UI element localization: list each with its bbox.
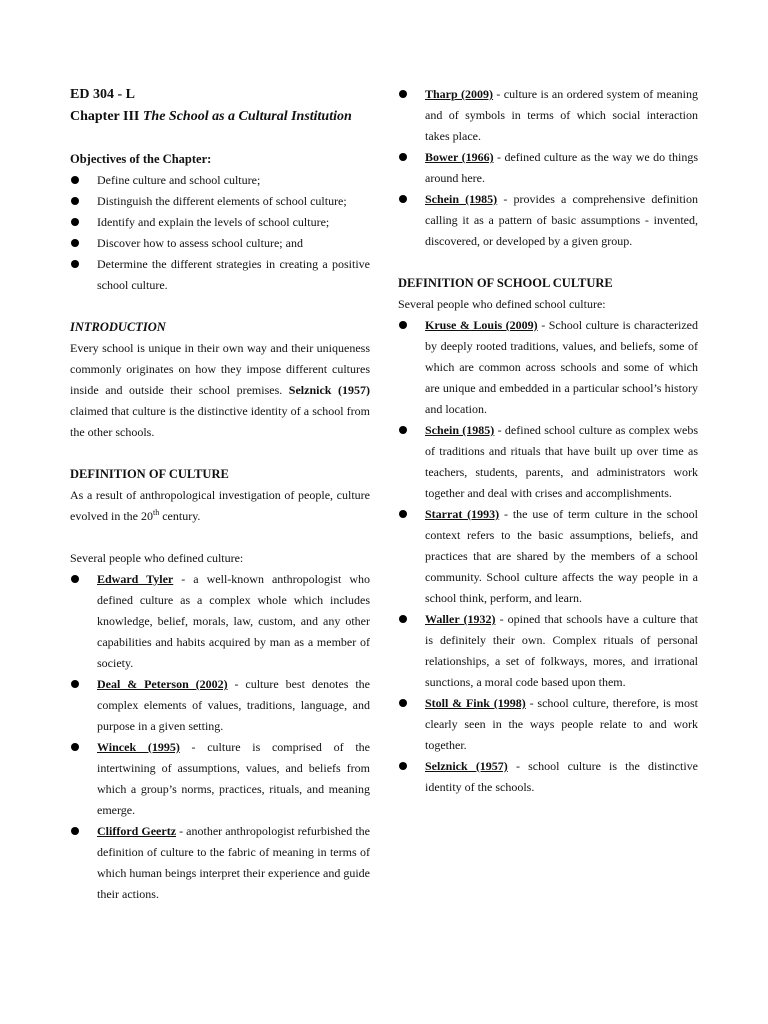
introduction-paragraph bbox=[70, 338, 370, 443]
author-name: Kruse & Louis (2009) bbox=[425, 318, 538, 332]
list-item bbox=[398, 504, 698, 609]
bullet-icon bbox=[399, 762, 407, 770]
author-name: Selznick (1957) bbox=[425, 759, 508, 773]
spacer bbox=[398, 252, 698, 273]
list-item bbox=[398, 189, 698, 252]
bullet-icon bbox=[399, 153, 407, 161]
bullet-icon bbox=[71, 176, 79, 184]
definition-text: - provides a comprehensive definition calling it as a pattern of basic assumptions - invented, discovered, or developed by a given group. bbox=[425, 192, 699, 248]
objective-text: Define culture and school culture; bbox=[97, 173, 261, 187]
bullet-icon bbox=[399, 699, 407, 707]
bullet-icon bbox=[71, 260, 79, 268]
introduction-citation-text: claimed that culture is the distinctive identity of a school from the other schools. bbox=[70, 404, 370, 439]
introduction-citation-author: Selznick (1957) bbox=[288, 383, 370, 397]
author-name: Deal & Peterson (2002) bbox=[97, 677, 228, 691]
list-item bbox=[70, 212, 370, 233]
author-name: Waller (1932) bbox=[425, 612, 496, 626]
bullet-icon bbox=[71, 743, 79, 751]
culture-intro-paragraph bbox=[70, 485, 370, 527]
definition-text: - defined culture as the way we do things around here. bbox=[425, 150, 698, 185]
list-item bbox=[398, 609, 698, 693]
chapter-heading bbox=[70, 106, 370, 128]
chapter-label: Chapter III bbox=[70, 109, 140, 124]
chapter-title: The School as a Cultural Institution bbox=[142, 109, 352, 124]
introduction-text: Every school is unique in their own way and their uniqueness commonly originates on how they impose different cultures inside and outside their school premises. bbox=[70, 341, 370, 397]
introduction-heading: INTRODUCTION bbox=[70, 320, 166, 334]
definition-text: - a well-known anthropologist who defined culture as a complex whole which includes knowledge, belief, morals, law, custom, and any other capabilities and habits acquired by man as a member of society. bbox=[97, 572, 370, 670]
bullet-icon bbox=[399, 510, 407, 518]
bullet-icon bbox=[399, 321, 407, 329]
author-name: Starrat (1993) bbox=[425, 507, 500, 521]
left-column bbox=[70, 84, 370, 905]
list-item bbox=[70, 170, 370, 191]
list-item bbox=[70, 254, 370, 296]
bullet-icon bbox=[399, 615, 407, 623]
school-culture-list-lead: Several people who defined school culture: bbox=[398, 297, 606, 311]
spacer bbox=[70, 443, 370, 464]
author-name: Tharp (2009) bbox=[425, 87, 494, 101]
definition-text: - defined school culture as complex webs of traditions and rituals that have built up over time as teachers, students, parents, and administrators work together and deal with crises and accomplishments. bbox=[425, 423, 699, 500]
definition-text: - culture best denotes the complex elements of values, traditions, language, and purpose in a given setting. bbox=[97, 677, 370, 733]
list-item bbox=[398, 147, 698, 189]
bullet-icon bbox=[71, 197, 79, 205]
author-name: Schein (1985) bbox=[425, 423, 495, 437]
culture-definitions-list-continued bbox=[398, 84, 698, 252]
bullet-icon bbox=[71, 575, 79, 583]
author-name: Edward Tyler bbox=[97, 572, 174, 586]
definition-text: - culture is comprised of the intertwining of assumptions, values, and beliefs from which a group’s norms, practices, rituals, and meaning emerge. bbox=[97, 740, 370, 817]
definition-of-school-culture-heading: DEFINITION OF SCHOOL CULTURE bbox=[398, 276, 613, 290]
list-item bbox=[398, 84, 698, 147]
school-culture-definitions-list bbox=[398, 315, 698, 798]
bullet-icon bbox=[399, 195, 407, 203]
list-item bbox=[398, 693, 698, 756]
bullet-icon bbox=[71, 218, 79, 226]
bullet-icon bbox=[399, 426, 407, 434]
objective-text: Distinguish the different elements of school culture; bbox=[97, 194, 347, 208]
list-item bbox=[398, 315, 698, 420]
objective-text: Determine the different strategies in creating a positive school culture. bbox=[97, 257, 370, 292]
author-name: Schein (1985) bbox=[425, 192, 498, 206]
list-item bbox=[70, 674, 370, 737]
bullet-icon bbox=[71, 680, 79, 688]
objectives-list bbox=[70, 170, 370, 296]
list-item bbox=[398, 420, 698, 504]
author-name: Stoll & Fink (1998) bbox=[425, 696, 526, 710]
definition-text: - School culture is characterized by deeply rooted traditions, values, and beliefs, some of which are common across schools and some of which are unique and embedded in a particular school’s history and location. bbox=[425, 318, 699, 416]
objective-text: Identify and explain the levels of school culture; bbox=[97, 215, 330, 229]
definition-text: - the use of term culture in the school context refers to the basic assumptions, beliefs, and practices that are shared by the members of a school community. School culture affects the way people in a school think, perform, and learn. bbox=[425, 507, 699, 605]
objective-text: Discover how to assess school culture; and bbox=[97, 236, 303, 250]
list-item bbox=[70, 233, 370, 254]
definition-of-culture-heading: DEFINITION OF CULTURE bbox=[70, 467, 229, 481]
culture-intro-text-end: century. bbox=[162, 509, 201, 523]
definition-text: - culture is an ordered system of meaning and of symbols in terms of which social interaction takes place. bbox=[425, 87, 698, 143]
definition-text: - school culture, therefore, is most clearly seen in the ways people relate to and work together. bbox=[425, 696, 698, 752]
superscript: th bbox=[152, 508, 160, 517]
objectives-heading: Objectives of the Chapter: bbox=[70, 152, 212, 166]
bullet-icon bbox=[71, 239, 79, 247]
spacer bbox=[70, 296, 370, 317]
bullet-icon bbox=[71, 827, 79, 835]
list-item bbox=[70, 191, 370, 212]
course-code: ED 304 - L bbox=[70, 87, 135, 102]
list-item bbox=[70, 737, 370, 821]
culture-definitions-list bbox=[70, 569, 370, 905]
list-item bbox=[70, 821, 370, 905]
culture-list-lead: Several people who defined culture: bbox=[70, 551, 244, 565]
definition-text: - another anthropologist refurbished the definition of culture to the fabric of meaning in terms of which human beings interpret their experience and guide their actions. bbox=[97, 824, 370, 901]
author-name: Clifford Geertz bbox=[97, 824, 177, 838]
right-column bbox=[398, 84, 698, 798]
bullet-icon bbox=[399, 90, 407, 98]
definition-text: - school culture is the distinctive identity of the schools. bbox=[425, 759, 698, 794]
spacer bbox=[70, 527, 370, 548]
culture-intro-text: As a result of anthropological investigation of people, culture evolved in the 20 bbox=[70, 488, 370, 523]
author-name: Wincek (1995) bbox=[97, 740, 180, 754]
definition-text: - opined that schools have a culture that is definitely their own. Complex rituals of personal relationships, a set of folkways, mores, and irrational sunctions, a moral code based upon them. bbox=[425, 612, 698, 689]
author-name: Bower (1966) bbox=[425, 150, 494, 164]
spacer bbox=[70, 128, 370, 149]
list-item bbox=[398, 756, 698, 798]
list-item bbox=[70, 569, 370, 674]
